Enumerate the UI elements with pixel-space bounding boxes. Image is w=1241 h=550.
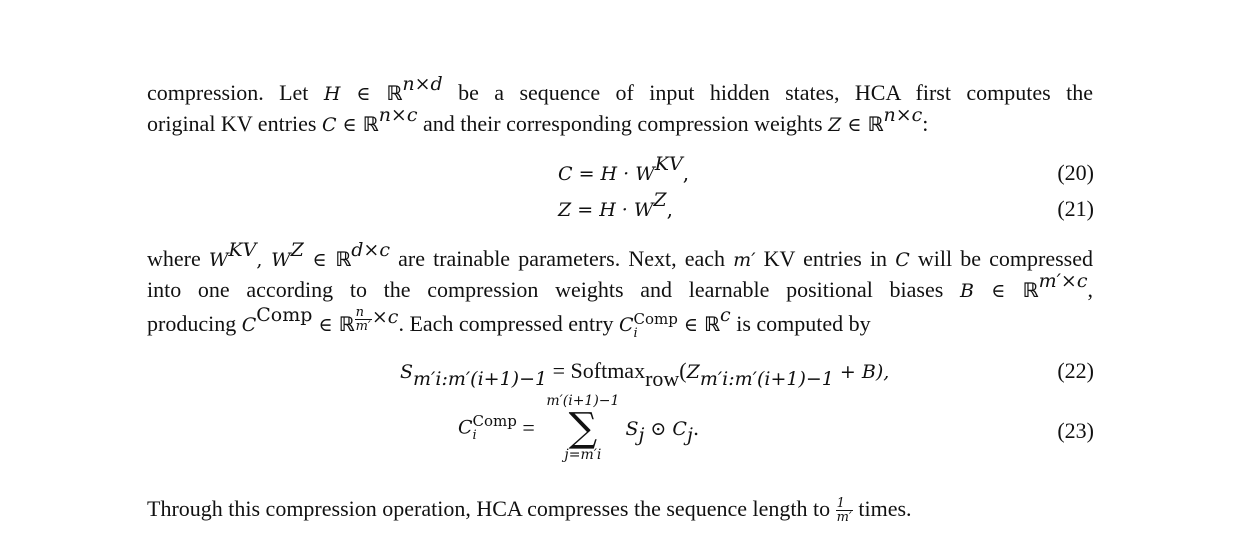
math-lhs bbox=[458, 414, 517, 442]
text-span: and their corresponding compression weights bbox=[417, 111, 829, 136]
math-fraction bbox=[836, 497, 853, 524]
equation-number-23: (23) bbox=[1057, 418, 1094, 443]
text-span: compression. Let bbox=[147, 80, 324, 105]
math-subscript: row bbox=[645, 365, 680, 391]
math-punct: , bbox=[256, 249, 272, 271]
text-span: where bbox=[147, 246, 209, 271]
equation-number-21: (21) bbox=[1057, 196, 1094, 221]
text-span: are trainable parameters. Next, each bbox=[389, 246, 734, 271]
math-operator: = bbox=[516, 415, 541, 440]
text-line bbox=[147, 72, 1093, 109]
math-subscript: i bbox=[472, 428, 477, 443]
text-span: KV entries in bbox=[755, 246, 896, 271]
text-span: will be compressed bbox=[909, 246, 1093, 271]
math-superscript: Z bbox=[290, 238, 304, 261]
text-span: be a sequence of input hidden states, HCA first computes the bbox=[442, 80, 1093, 105]
text-span: is computed by bbox=[730, 311, 871, 336]
math-symbol: ℝ bbox=[386, 81, 403, 105]
equation-22 bbox=[400, 356, 890, 391]
math-rhs bbox=[625, 415, 700, 447]
equation-21 bbox=[558, 188, 673, 225]
math-punct: . bbox=[692, 415, 700, 440]
math-symbol: ∈ bbox=[312, 314, 339, 336]
text-span: into one according to the compression weights and learnable positional biases bbox=[147, 277, 961, 302]
fraction-denominator: m′ bbox=[836, 510, 852, 526]
math-symbol: C bbox=[618, 314, 634, 336]
math-symbol: C bbox=[558, 163, 573, 185]
math-subscript: m′i:m′(i+1)−1 bbox=[413, 367, 548, 390]
summation-symbol: ∑ bbox=[568, 405, 598, 451]
math-function: Softmax bbox=[570, 358, 646, 383]
math-symbol: B bbox=[960, 280, 974, 302]
fraction-numerator: n bbox=[355, 306, 372, 320]
math-superscript bbox=[355, 304, 399, 334]
math-superscript: KV bbox=[228, 238, 257, 261]
math-superscript: d×c bbox=[351, 238, 390, 261]
math-symbol: ∈ bbox=[336, 114, 363, 136]
math-operator: ⊙ bbox=[644, 417, 673, 440]
math-symbol: S bbox=[400, 361, 414, 383]
math-symbol: ℝ bbox=[335, 247, 352, 271]
math-operator: = bbox=[547, 358, 571, 383]
text-span: producing bbox=[147, 311, 242, 336]
text-line bbox=[147, 494, 1093, 524]
summation bbox=[546, 394, 619, 462]
paragraph-intro bbox=[147, 72, 1093, 140]
math-subscript: j bbox=[686, 424, 693, 447]
math-symbol: Z bbox=[686, 361, 700, 383]
math-subsup bbox=[633, 309, 678, 341]
math-subsup bbox=[473, 414, 517, 442]
text-span: times. bbox=[852, 496, 912, 521]
text-line bbox=[147, 103, 1093, 140]
math-symbol: ℝ bbox=[362, 112, 379, 136]
math-symbol: C bbox=[672, 417, 687, 440]
math-expression: ×c bbox=[371, 305, 399, 328]
math-punct: , bbox=[666, 197, 673, 221]
fraction-denominator: m′ bbox=[355, 318, 371, 334]
fraction-numerator: 1 bbox=[836, 497, 853, 511]
math-symbol: Z bbox=[828, 114, 842, 136]
math-symbol: ∈ bbox=[340, 83, 387, 105]
equation-number-20: (20) bbox=[1057, 160, 1094, 185]
paragraph-compression bbox=[147, 238, 1093, 341]
text-line bbox=[147, 238, 1093, 275]
math-symbol: m′ bbox=[733, 249, 756, 271]
math-superscript: c bbox=[720, 303, 731, 326]
math-symbol: ∈ bbox=[303, 249, 336, 271]
text-line bbox=[147, 303, 1093, 341]
summation-upper-limit: m′(i+1)−1 bbox=[546, 393, 620, 409]
math-symbol: S bbox=[625, 417, 639, 440]
math-symbol: ∈ bbox=[973, 280, 1023, 302]
equation-number-22: (22) bbox=[1057, 358, 1094, 383]
text-line bbox=[147, 269, 1093, 306]
math-symbol: Z bbox=[558, 199, 572, 221]
math-superscript: n×c bbox=[883, 103, 923, 126]
math-symbol: ℝ bbox=[1022, 278, 1039, 302]
equation-20 bbox=[558, 152, 690, 189]
math-punct: ( bbox=[679, 358, 687, 383]
math-superscript: n×d bbox=[402, 72, 443, 95]
math-symbol: C bbox=[321, 114, 337, 136]
math-subscript: m′i:m′(i+1)−1 bbox=[699, 367, 834, 390]
text-span: Through this compression operation, HCA compresses the sequence length to bbox=[147, 496, 836, 521]
math-superscript: m′×c bbox=[1038, 269, 1088, 292]
math-symbol: C bbox=[458, 416, 473, 439]
text-span: , bbox=[1087, 277, 1093, 302]
math-symbol: C bbox=[241, 314, 257, 336]
math-expression: + B), bbox=[833, 361, 890, 383]
equation-23 bbox=[458, 394, 699, 462]
math-symbol: ∈ bbox=[841, 114, 868, 136]
math-symbol: ℝ bbox=[338, 312, 355, 336]
math-symbol: H bbox=[323, 83, 341, 105]
math-symbol: W bbox=[208, 249, 229, 271]
math-superscript: KV bbox=[654, 152, 683, 175]
paragraph-conclusion bbox=[147, 494, 1093, 524]
math-symbol: ∈ bbox=[677, 314, 705, 336]
math-subscript: j bbox=[638, 424, 645, 447]
math-fraction bbox=[355, 306, 372, 333]
math-superscript: n×c bbox=[378, 103, 418, 126]
math-superscript: Comp bbox=[256, 303, 313, 326]
math-expression: = H · W bbox=[572, 163, 655, 185]
math-superscript: Z bbox=[653, 188, 667, 211]
math-superscript: Comp bbox=[472, 412, 517, 430]
math-symbol: ℝ bbox=[867, 112, 884, 136]
text-span: original KV entries bbox=[147, 111, 322, 136]
math-expression: = H · W bbox=[571, 199, 654, 221]
summation-lower-limit: j=m′i bbox=[564, 447, 602, 463]
math-subscript: i bbox=[633, 325, 638, 341]
math-symbol: ℝ bbox=[704, 312, 721, 336]
math-symbol: C bbox=[895, 249, 910, 271]
text-span: . Each compressed entry bbox=[398, 311, 619, 336]
math-punct: , bbox=[682, 161, 690, 185]
math-symbol: W bbox=[271, 249, 291, 271]
text-span: : bbox=[922, 111, 929, 136]
math-superscript: Comp bbox=[633, 309, 678, 328]
